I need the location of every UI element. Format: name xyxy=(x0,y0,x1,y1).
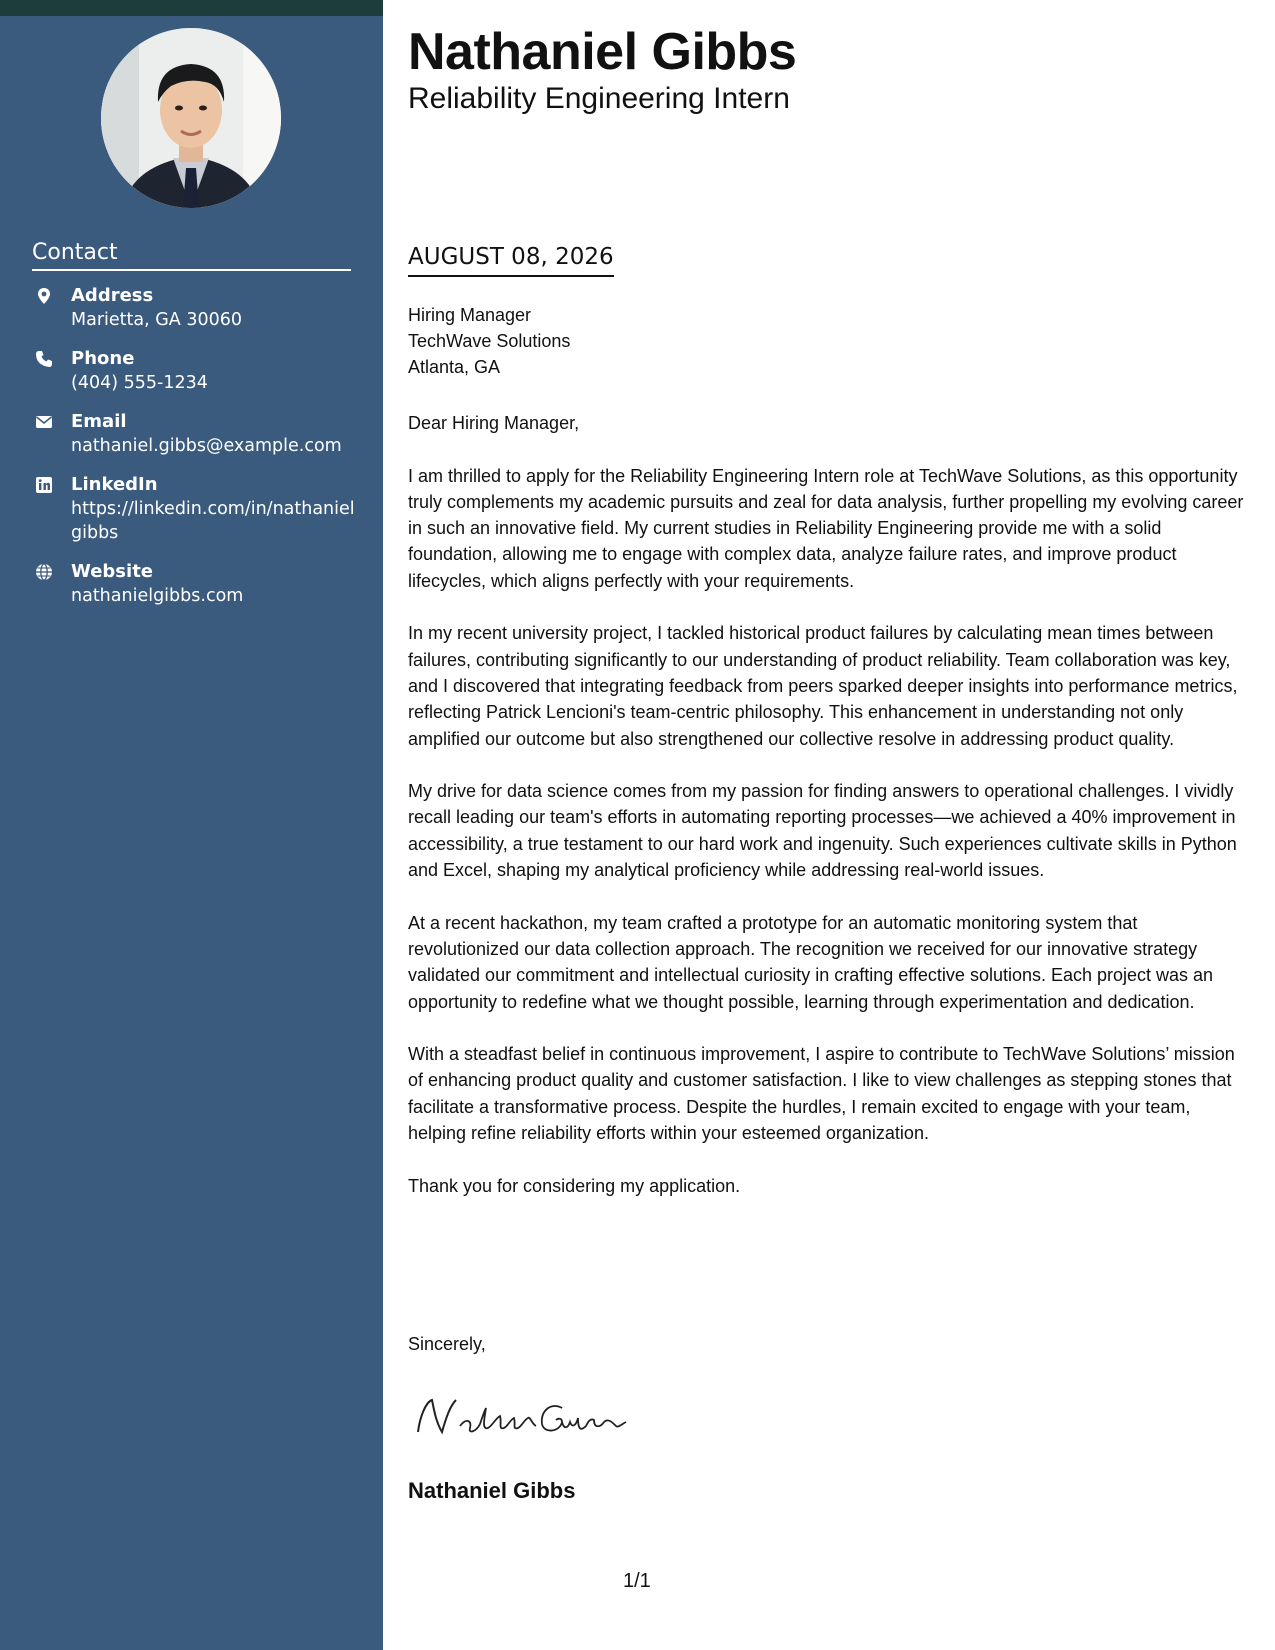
recipient-line: Hiring Manager xyxy=(408,305,532,325)
signer-name: Nathaniel Gibbs xyxy=(408,1478,576,1503)
body-paragraph: At a recent hackathon, my team crafted a prototype for an automatic monitoring system that revolutionized our data collection approach. The recognition we received for our innovative strategy validated our commitment and intellectual curiosity in crafting effective solutions. Each project was an opportunity to redefine what we thought possible, learning through experimentation and dedication. xyxy=(408,912,1214,1012)
profile-photo xyxy=(101,28,281,208)
body-paragraph: I am thrilled to apply for the Reliability Engineering Intern role at TechWave Solutions, as this opportunity truly complements my academic pursuits and zeal for data analysis, further propelling my evolving career in such an innovative field. My current studies in Reliability Engineering provide me with a solid foundation, allowing me to engage with complex data, analyze failure rates, and improve product lifecycles, which aligns perfectly with your requirements. xyxy=(408,465,1244,591)
map-pin-icon xyxy=(35,287,53,305)
recipient-line: TechWave Solutions xyxy=(408,331,571,351)
envelope-icon xyxy=(35,413,53,431)
address-value: Marietta, GA 30060 xyxy=(71,310,242,330)
globe-icon xyxy=(35,563,53,581)
contact-item-phone xyxy=(32,347,352,395)
body-paragraph: My drive for data science comes from my passion for finding answers to operational challenges. I vividly recall leading our team's efforts in automating reporting processes—we achieved a 40% improvement in accessibility, a true testament to our hard work and ingenuity. Such experiences cultivate skills in Python and Excel, shaping my analytical proficiency while addressing real-world issues. xyxy=(408,781,1237,881)
phone-icon xyxy=(35,350,53,368)
body-paragraph: In my recent university project, I tackled historical product failures by calculating mean times between failures, contributing significantly to our understanding of product reliability. Team collaboration was key, and I discovered that integrating feedback from peers sparked deeper insights into performance metrics, reflecting Patrick Lencioni's team-centric philosophy. This enhancement in understanding not only amplified our outcome but also strengthened our collective resolve in addressing product quality. xyxy=(408,623,1238,749)
letter-body xyxy=(408,410,1253,1225)
closing: Sincerely, xyxy=(408,1334,486,1354)
contact-item-address xyxy=(32,284,352,332)
contact-heading: Contact xyxy=(32,240,351,271)
thank-you-line: Thank you for considering my application. xyxy=(408,1175,741,1196)
sidebar xyxy=(0,0,383,1650)
linkedin-link[interactable]: https://linkedin.com/in/nathaniel xyxy=(71,499,355,519)
contact-list xyxy=(32,284,355,623)
salutation: Dear Hiring Manager, xyxy=(408,413,580,433)
email-link[interactable]: nathaniel.gibbs@example.com xyxy=(71,436,342,456)
linkedin-icon xyxy=(35,476,53,494)
applicant-name: Nathaniel Gibbs xyxy=(408,23,797,81)
contact-label: LinkedIn xyxy=(71,474,158,495)
body-paragraph: With a steadfast belief in continuous improvement, I aspire to contribute to TechWave Solutions’ mission of enhancing product quality and customer satisfaction. I like to view challenges as stepping stones that facilitate a transformative process. Despite the hurdles, I remain excited to engage with your team, helping refine reliability efforts within your esteemed organization. xyxy=(408,1044,1235,1144)
recipient-block xyxy=(408,302,570,380)
contact-label: Phone xyxy=(71,348,135,369)
page-number: 1/1 xyxy=(623,1570,651,1592)
applicant-role: Reliability Engineering Intern xyxy=(408,82,790,115)
avatar xyxy=(101,28,281,208)
contact-label: Website xyxy=(71,561,154,582)
contact-item-email xyxy=(32,410,352,458)
contact-item-website xyxy=(32,560,352,608)
sidebar-top-bar xyxy=(0,0,383,16)
contact-label: Address xyxy=(71,285,154,306)
recipient-line: Atlanta, GA xyxy=(408,357,501,377)
contact-label: Email xyxy=(71,411,127,432)
phone-value: (404) 555-1234 xyxy=(71,373,208,393)
linkedin-link-continued[interactable]: gibbs xyxy=(71,523,119,543)
signature xyxy=(412,1388,662,1448)
contact-item-linkedin xyxy=(32,473,355,545)
letter-date: AUGUST 08, 2026 xyxy=(408,244,614,277)
website-link[interactable]: nathanielgibbs.com xyxy=(71,586,244,606)
